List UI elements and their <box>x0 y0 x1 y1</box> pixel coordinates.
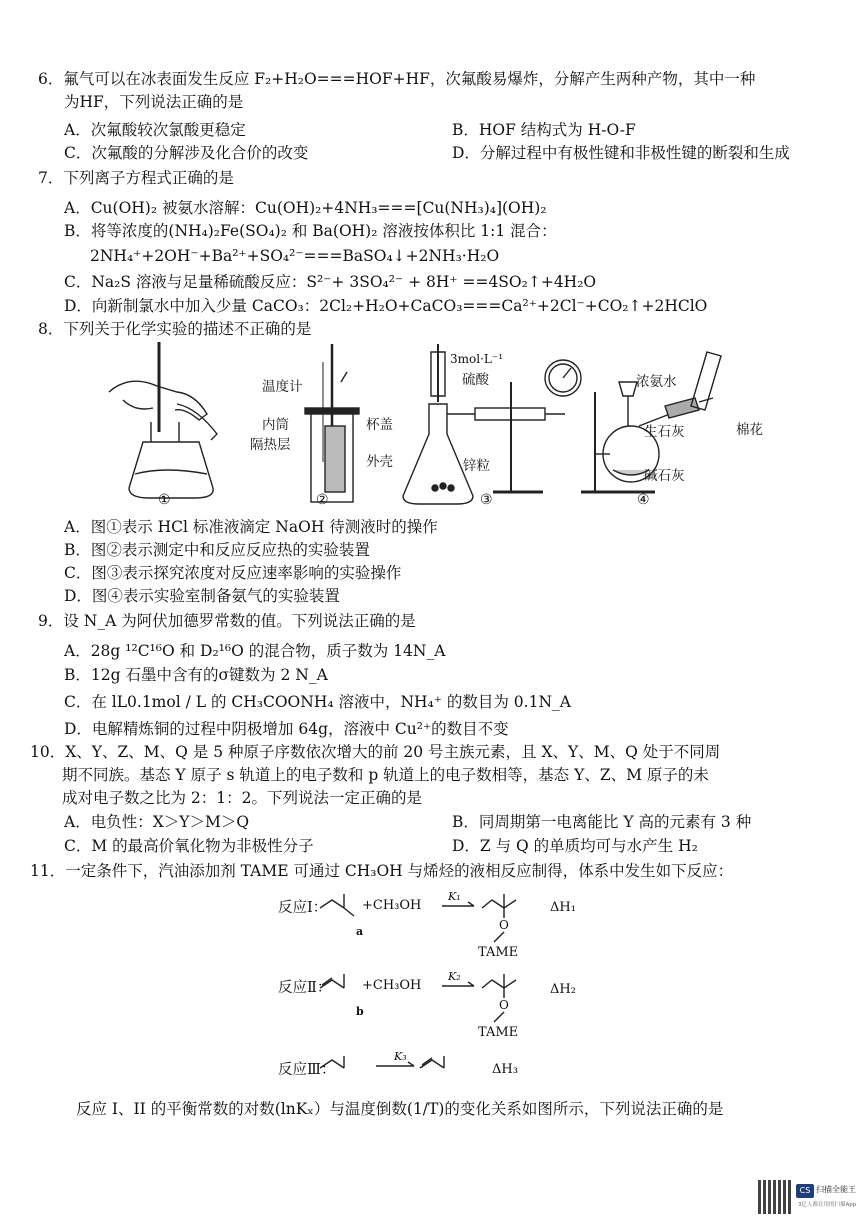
label-cotton: 棉花 <box>736 422 763 438</box>
reaction-3-k: K₃ <box>394 1050 407 1063</box>
q9-option-a: A．28g ¹²C¹⁶O 和 D₂¹⁶O 的混合物，质子数为 14N_A <box>64 642 446 660</box>
q6-stem-line2: 为HF，下列说法正确的是 <box>64 93 244 111</box>
q8-option-a: A．图①表示 HCl 标准液滴定 NaOH 待测液时的操作 <box>64 518 438 536</box>
q6-option-c: C．次氟酸的分解涉及化合价的改变 <box>64 144 309 162</box>
tame-2-label: TAME <box>478 1025 519 1040</box>
label-lid: 杯盖 <box>366 417 393 433</box>
fig2-calorimeter <box>305 344 359 502</box>
reaction-1-dh: ΔH₁ <box>550 900 576 915</box>
reaction-2-label: 反应Ⅱ： <box>278 980 332 996</box>
q7-option-d: D．向新制氯水中加入少量 CaCO₃：2Cl₂+H₂O+CaCO₃===Ca²⁺+2Cl⁻+CO₂↑+2HClO <box>64 297 708 315</box>
watermark-title: 扫描全能王 <box>816 1185 856 1194</box>
q10-stem-line1: 10．X、Y、Z、M、Q 是 5 种原子序数依次增大的前 20 号主族元素，且 X、Y、M、Q 处于不同周 <box>30 743 721 761</box>
fig-number-2: ② <box>316 492 329 508</box>
label-acid-concentration: 3mol·L⁻¹ <box>450 352 504 366</box>
reaction-1-k: K₁ <box>448 890 461 903</box>
q9-option-d: D．电解精炼铜的过程中阴极增加 64g，溶液中 Cu²⁺的数目不变 <box>64 720 509 738</box>
label-sulfuric-acid: 硫酸 <box>462 372 489 388</box>
reaction-1-methanol: +CH₃OH <box>362 898 422 913</box>
q7-option-c: C．Na₂S 溶液与足量稀硫酸反应：S²⁻+ 3SO₄²⁻ + 8H⁺ ==4SO₂↑+4H₂O <box>64 273 597 291</box>
reaction-3-dh: ΔH₃ <box>492 1062 518 1077</box>
reaction-3-label: 反应Ⅲ： <box>278 1062 336 1078</box>
fig-number-1: ① <box>158 492 171 508</box>
label-thermometer: 温度计 <box>262 379 303 395</box>
fig-number-4: ④ <box>637 492 650 508</box>
label-zinc: 锌粒 <box>463 458 490 474</box>
q9-stem: 9．设 N_A 为阿伏加德罗常数的值。下列说法正确的是 <box>38 612 416 630</box>
q7-option-b-line1: B．将等浓度的(NH₄)₂Fe(SO₄)₂ 和 Ba(OH)₂ 溶液按体积比 1:1 混合： <box>64 222 557 240</box>
fig-number-3: ③ <box>480 492 493 508</box>
q11-stem: 11．一定条件下，汽油添加剂 TAME 可通过 CH₃OH 与烯烃的液相反应制得，体系中发生如下反应： <box>30 862 734 880</box>
tame-2-oxygen: O <box>499 998 509 1012</box>
q8-option-b: B．图②表示测定中和反应反应热的实验装置 <box>64 541 370 559</box>
qr-code-icon <box>758 1180 792 1214</box>
scanner-watermark <box>796 1182 857 1212</box>
fig1-titration <box>109 342 217 498</box>
q10-stem-line3: 成对电子数之比为 2：1：2。下列说法一定正确的是 <box>62 789 423 807</box>
q7-option-a: A．Cu(OH)₂ 被氨水溶解：Cu(OH)₂+4NH₃===[Cu(NH₃)₄](OH)₂ <box>64 199 547 217</box>
label-inner-cylinder: 内筒 <box>262 417 289 433</box>
tame-1-oxygen: O <box>499 918 509 932</box>
q9-option-b: B．12g 石墨中含有的σ键数为 2 N_A <box>64 666 328 684</box>
reaction-2-k: K₂ <box>448 970 461 983</box>
reactant-b-label: b <box>356 1005 364 1018</box>
q11-tail-text: 反应 I、II 的平衡常数的对数(lnKₓ）与温度倒数(1/T)的变化关系如图所示，下列说法正确的是 <box>76 1100 724 1118</box>
q6-stem-line1: 6．氟气可以在冰表面发生反应 F₂+H₂O===HOF+HF，次氟酸易爆炸，分解产生两种产物，其中一种 <box>38 70 756 88</box>
camscanner-logo-icon: CS <box>796 1184 814 1198</box>
q10-option-a: A．电负性：X＞Y＞M＞Q <box>64 813 250 831</box>
reaction-1-label: 反应Ⅰ： <box>278 900 328 916</box>
reaction-2-dh: ΔH₂ <box>550 982 576 997</box>
q8-option-d: D．图④表示实验室制备氨气的实验装置 <box>64 587 340 605</box>
label-insulation: 隔热层 <box>250 437 291 453</box>
q7-option-b-line2: 2NH₄⁺+2OH⁻+Ba²⁺+SO₄²⁻===BaSO₄↓+2NH₃·H₂O <box>90 247 500 265</box>
q10-option-d: D．Z 与 Q 的单质均可与水产生 H₂ <box>452 837 698 855</box>
q9-option-c: C．在 lL0.1mol / L 的 CH₃COONH₄ 溶液中，NH₄⁺ 的数目为 0.1N_A <box>64 693 571 711</box>
q10-option-b: B．同周期第一电离能比 Y 高的元素有 3 种 <box>452 813 752 831</box>
q10-stem-line2: 期不同族。基态 Y 原子 s 轨道上的电子数和 p 轨道上的电子数相等，基态 Y、Z、M 原子的未 <box>62 766 709 784</box>
fig3-rate-setup <box>403 344 581 504</box>
q8-stem: 8．下列关于化学实验的描述不正确的是 <box>38 320 312 338</box>
label-quicklime: 生石灰 <box>644 424 685 440</box>
label-ammonia: 浓氨水 <box>636 374 677 390</box>
reaction-2-methanol: +CH₃OH <box>362 978 422 993</box>
q6-option-d: D．分解过程中有极性键和非极性键的断裂和生成 <box>452 144 790 162</box>
label-soda-lime: 碱石灰 <box>644 468 685 484</box>
q6-option-b: B．HOF 结构式为 H-O-F <box>452 121 636 139</box>
label-shell: 外壳 <box>366 454 393 470</box>
q7-stem: 7．下列离子方程式正确的是 <box>38 169 234 187</box>
reactant-a-label: a <box>356 925 364 938</box>
q8-option-c: C．图③表示探究浓度对反应速率影响的实验操作 <box>64 564 402 582</box>
tame-1-label: TAME <box>478 945 519 960</box>
q6-option-a: A．次氟酸较次氯酸更稳定 <box>64 121 246 139</box>
watermark-subtitle: 3亿人都在用的扫描App <box>798 1202 857 1208</box>
q10-option-c: C．M 的最高价氧化物为非极性分子 <box>64 837 314 855</box>
